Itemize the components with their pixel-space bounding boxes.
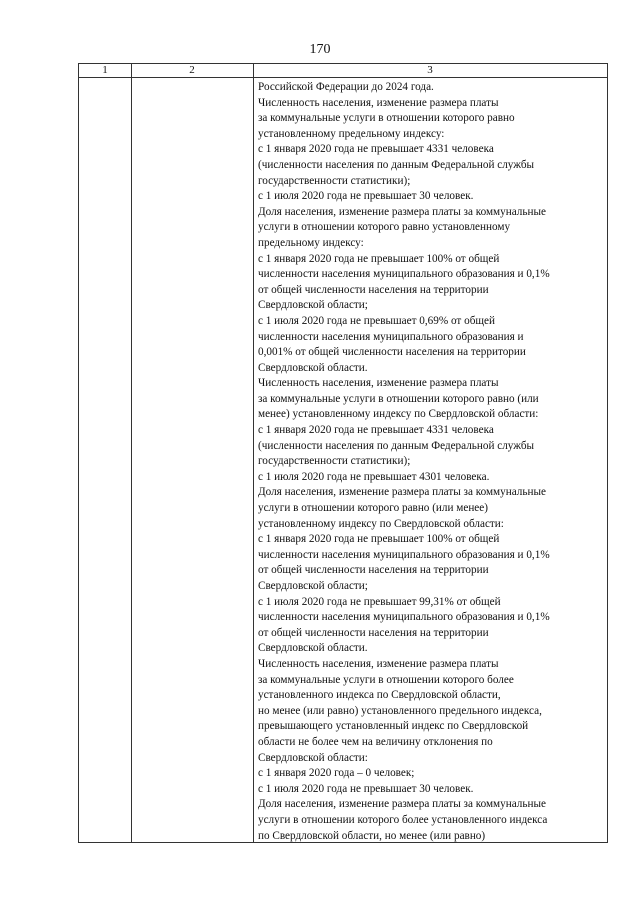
text-line: государственности статистики); (258, 455, 411, 468)
text-line: установленному индексу по Свердловской области: (258, 517, 504, 530)
text-line: услуги в отношении которого более установленного индекса (258, 813, 548, 826)
text-line: с 1 июля 2020 года не превышает 4301 человека. (258, 470, 490, 483)
text-line: за коммунальные услуги в отношении которого более (258, 673, 514, 686)
text-line: с 1 января 2020 года не превышает 100% от общей (258, 533, 500, 546)
column-divider-1 (131, 64, 132, 842)
text-line: установленного индекса по Свердловской области, (258, 689, 501, 702)
page-number: 170 (309, 42, 331, 57)
text-line: (численности населения по данным Федеральной службы (258, 158, 535, 171)
text-line: с 1 июля 2020 года не превышает 30 человек. (258, 190, 474, 203)
text-line: Свердловской области: (258, 751, 368, 764)
text-line: но менее (или равно) установленного предельного индекса, (258, 704, 542, 717)
text-line: (численности населения по данным Федеральной службы (258, 439, 535, 452)
text-line: 0,001% от общей численности населения на территории (258, 346, 526, 359)
table-header-row (79, 64, 607, 78)
text-line: Доля населения, изменение размера платы за коммунальные (258, 205, 546, 218)
text-line: области не более чем на величину отклонения по (258, 735, 493, 748)
text-line: Численность населения, изменение размера платы (258, 657, 499, 670)
text-line: государственности статистики); (258, 174, 411, 187)
document-table (78, 63, 608, 843)
text-line: услуги в отношении которого равно установленному (258, 221, 511, 234)
header-cell-col-3: 3 (427, 64, 433, 76)
header-cell-col-2: 2 (189, 64, 195, 76)
text-line: с 1 января 2020 года не превышает 100% от общей (258, 252, 500, 265)
text-line: Свердловской области. (258, 361, 368, 374)
text-line: Российской Федерации до 2024 года. (258, 81, 434, 93)
text-line: с 1 января 2020 года не превышает 4331 человека (258, 424, 494, 437)
text-line: с 1 июля 2020 года не превышает 99,31% от общей (258, 595, 501, 608)
text-line: услуги в отношении которого равно (или менее) (258, 502, 488, 515)
text-line: численности населения муниципального образования и 0,1% (258, 548, 550, 561)
text-line: с 1 июля 2020 года не превышает 0,69% от общей (258, 314, 495, 327)
text-line: численности населения муниципального образования и 0,1% (258, 611, 550, 624)
text-line: превышающего установленный индекс по Свердловской (258, 720, 529, 733)
text-line: с 1 января 2020 года – 0 человек; (258, 767, 415, 780)
column-3-text (258, 80, 604, 844)
text-line: с 1 января 2020 года не превышает 4331 человека (258, 143, 494, 156)
column-divider-2 (253, 64, 254, 842)
text-line: по Свердловской области, но менее (или равно) (258, 829, 486, 842)
text-line: за коммунальные услуги в отношении которого равно (258, 112, 515, 125)
text-line: предельному индексу: (258, 236, 364, 249)
text-line: Доля населения, изменение размера платы за коммунальные (258, 798, 546, 811)
text-line: менее) установленному индексу по Свердловской области: (258, 408, 539, 421)
text-line: с 1 июля 2020 года не превышает 30 человек. (258, 782, 474, 795)
text-line: численности населения муниципального образования и 0,1% (258, 268, 550, 281)
text-line: Свердловской области. (258, 642, 368, 655)
text-line: численности населения муниципального образования и (258, 330, 524, 343)
text-line: установленному предельному индексу: (258, 127, 445, 140)
text-line: от общей численности населения на территории (258, 626, 489, 639)
text-line: Численность населения, изменение размера платы (258, 96, 499, 109)
text-line: Численность населения, изменение размера платы (258, 377, 499, 390)
text-line: Свердловской области; (258, 580, 368, 592)
text-line: Свердловской области; (258, 299, 368, 312)
text-line: за коммунальные услуги в отношении которого равно (или (258, 392, 539, 405)
text-line: от общей численности населения на территории (258, 564, 489, 577)
header-cell-col-1: 1 (102, 64, 108, 76)
text-line: Доля населения, изменение размера платы за коммунальные (258, 486, 546, 499)
text-line: от общей численности населения на территории (258, 283, 489, 296)
